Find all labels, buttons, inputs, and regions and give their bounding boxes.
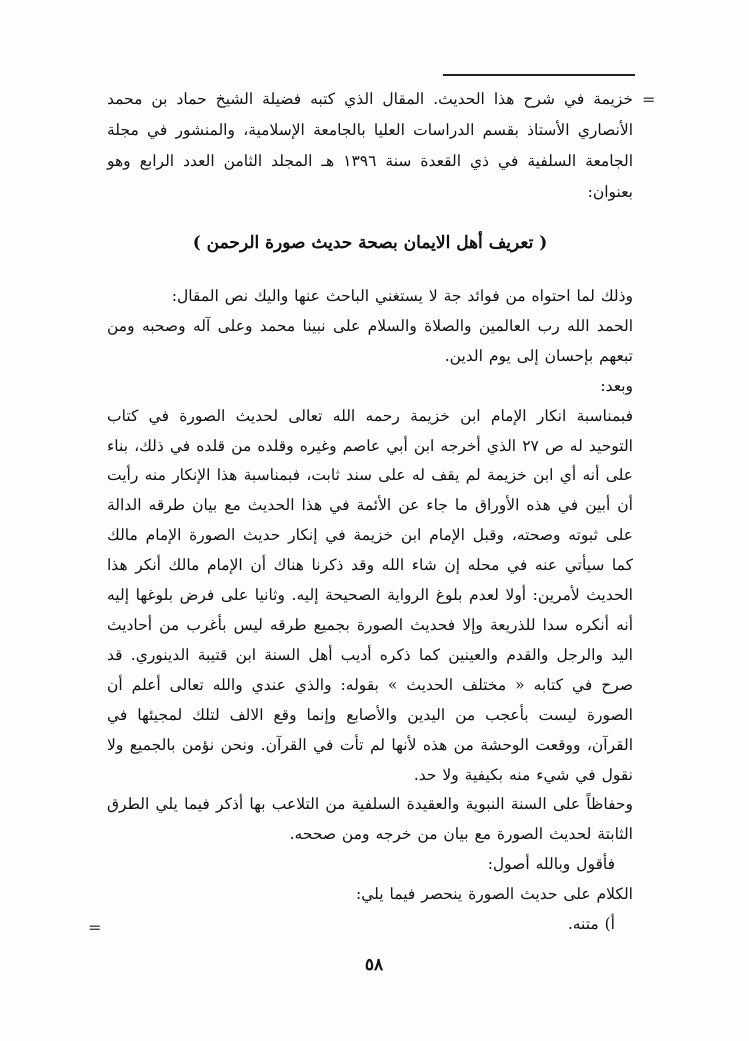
margin-mark-left: = <box>88 918 102 937</box>
footnote-separator-rule <box>443 74 635 76</box>
paragraph-wabad: وبعد: <box>600 376 633 395</box>
margin-mark-right: = <box>642 90 656 109</box>
page-number: ٥٨ <box>364 955 384 975</box>
paragraph-item-a: أ) متنه. <box>567 915 615 934</box>
paragraph-discussion: الكلام على حديث الصورة ينحصر فيما يلي: <box>356 885 633 904</box>
paragraph-preservation: وحفاظاً على السنة النبوية والعقيدة السلفية من التلاعب بها أذكر فيما يلي الطرق الثابتة لحديث الصورة مع بيان من خرجه ومن صححه. <box>107 795 633 844</box>
footnote-paragraph: خزيمة في شرح هذا الحديث. المقال الذي كتبه فضيلة الشيخ حماد بن محمد الأنصاري الأستاذ بقسم الدراسات العليا بالجامعة الإسلامية، والمنشور في مجلة الجامعة السلفية في ذي القعدة سنة ١٣٩٦ هـ المجلد الثامن العدد الرابع وهو بعنوان: <box>107 90 633 201</box>
paragraph-main: فبمناسبة انكار الإمام ابن خزيمة رحمه الله تعالى لحديث الصورة في كتاب التوحيد له ص ٢٧ الذي أخرجه ابن أبي عاصم وغيره وقلده من قلده في ذلك، بناء على أنه أي ابن خزيمة لم يقف له على سند ثابت، فبمناسبة هذا الإنكار منه رأيت أن أبين في هذه الأوراق ما جاء عن الأئمة في هذا الحديث مع بيان طرقه الدالة على ثبوته وصحته، وقبل الإمام ابن خزيمة في إنكار حديث الصورة الإمام مالك كما سيأتي عنه في محله إن شاء الله وقد ذكرنا هناك أن الإمام مالك أنكر هذا الحديث لأمرين: أولا لعدم بلوغ الرواية الصحيحة إليه. وثانيا على فرض بلوغها إليه أنه أنكره سدا للذريعة وإلا فحديث الصورة بجميع طرقه ليس بأغرب من أحاديث اليد والرجل والقدم والعينين كما ذكره أديب أهل السنة ابن قتيبة الدينوري. قد صرح في كتابه « مختلف الحديث » بقوله: والذي عندي والله تعالى أعلم أن الصورة ليست بأعجب من اليدين والأصابع وإنما وقع الالف لتلك لمجيئها في القرآن، ووقعت الوحشة من هذه لأنها لم تأت في القرآن. ونحن نؤمن بالجميع ولا نقول في شيء منه بكيفية ولا حد. <box>107 406 633 784</box>
paragraph-faqul: فأقول وبالله أصول: <box>487 855 615 874</box>
article-heading: ( تعريف أهل الايمان بصحة حديث صورة الرحمن ) <box>192 233 548 253</box>
paragraph-praise: الحمد الله رب العالمين والصلاة والسلام على نبينا محمد وعلى آله وصحبه ومن تبعهم بإحسان إلى يوم الدين. <box>107 316 633 365</box>
footnote-text-block <box>107 84 633 208</box>
main-text-block <box>107 282 633 940</box>
paragraph-intro: وذلك لما احتواه من فوائد جة لا يستغني الباحث عنها واليك نص المقال: <box>171 287 633 305</box>
